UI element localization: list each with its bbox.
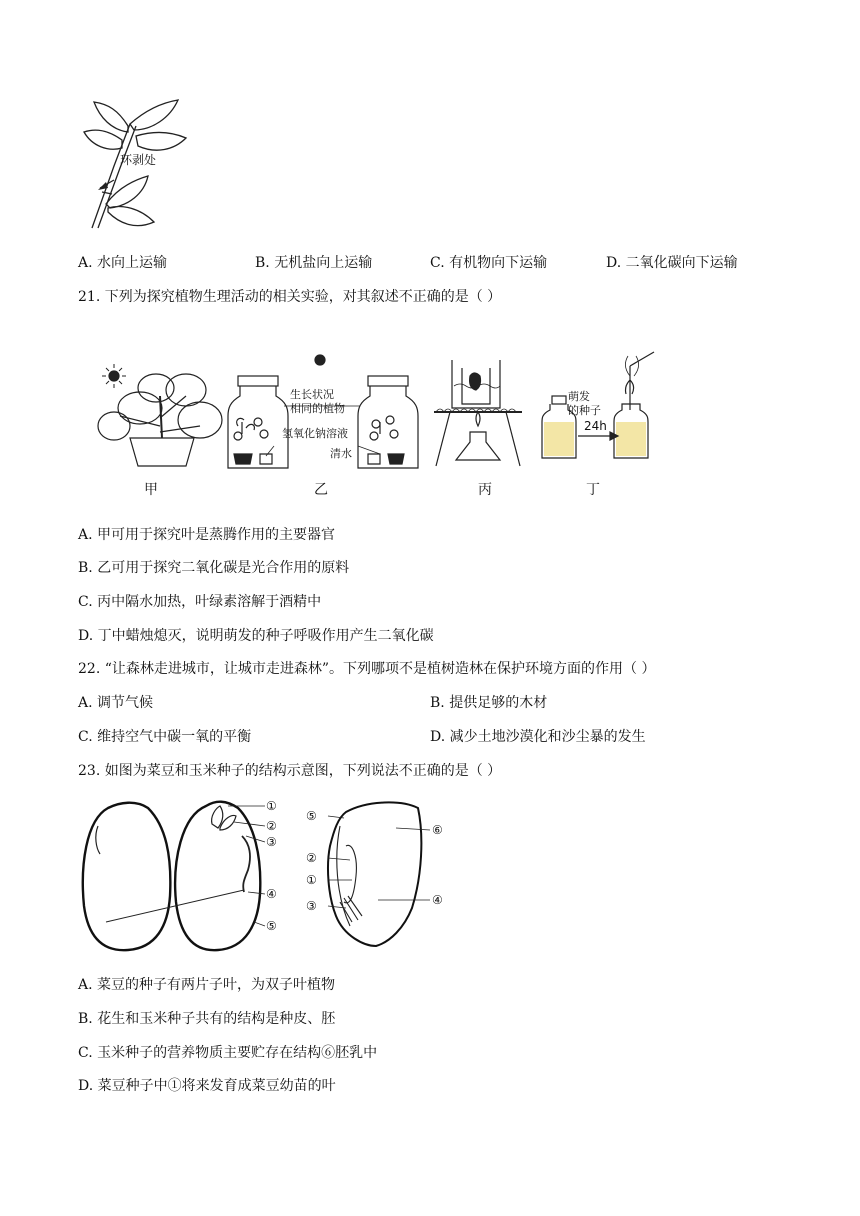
q21-stem: 21. 下列为探究植物生理活动的相关实验，对其叙述不正确的是（ ） — [78, 289, 502, 305]
girdled-branch-figure — [78, 96, 198, 232]
q22-option-a[interactable]: A. 调节气候 — [78, 695, 154, 711]
q22-stem: 22. “让森林走进城市，让城市走进森林”。下列哪项不是植树造林在保护环境方面的作用（ ） — [78, 661, 656, 677]
q21-option-a[interactable]: A. 甲可用于探究叶是蒸腾作用的主要器官 — [78, 527, 336, 543]
q23-option-d[interactable]: D. 菜豆种子中①将来发育成菜豆幼苗的叶 — [78, 1078, 336, 1094]
q23-option-b[interactable]: B. 花生和玉米种子共有的结构是种皮、胚 — [78, 1011, 336, 1027]
girdle-label: 环剥处 — [120, 153, 157, 167]
yi-note-2: 相同的植物 — [290, 402, 345, 415]
corn-label-6: ⑥ — [432, 823, 443, 837]
corn-seed-outline — [328, 802, 421, 946]
q23-option-c[interactable]: C. 玉米种子的营养物质主要贮存在结构⑥胚乳中 — [78, 1045, 378, 1061]
yi-note-1: 生长状况 — [290, 388, 334, 401]
q20-option-a[interactable]: A. 水向上运输 — [78, 255, 168, 271]
q21-option-c[interactable]: C. 丙中隔水加热，叶绿素溶解于酒精中 — [78, 594, 322, 610]
q23-stem: 23. 如图为菜豆和玉米种子的结构示意图，下列说法不正确的是（ ） — [78, 763, 502, 779]
label-yi: 乙 — [314, 482, 328, 498]
q21-option-b[interactable]: B. 乙可用于探究二氧化碳是光合作用的原料 — [78, 560, 350, 576]
q22-option-b[interactable]: B. 提供足够的木材 — [430, 695, 548, 711]
label-ding: 丁 — [586, 482, 600, 498]
seed-structure-figure — [78, 796, 458, 956]
ding-seed-label-2: 的种子 — [568, 404, 601, 417]
experiment-jia — [98, 364, 222, 466]
q20-option-d[interactable]: D. 二氧化碳向下运输 — [606, 255, 738, 271]
bean-label-2: ② — [266, 819, 277, 833]
corn-label-1: ① — [306, 873, 317, 887]
corn-label-4: ④ — [432, 893, 443, 907]
q21-option-d[interactable]: D. 丁中蜡烛熄灭，说明萌发的种子呼吸作用产生二氧化碳 — [78, 628, 434, 644]
q20-option-c[interactable]: C. 有机物向下运输 — [430, 255, 548, 271]
label-bing: 丙 — [478, 482, 492, 498]
ding-time-label: 24h — [584, 419, 607, 433]
plant-experiments-figure — [90, 346, 690, 502]
yi-naoh-label: 氢氧化钠溶液 — [282, 427, 348, 440]
q22-option-d[interactable]: D. 减少土地沙漠化和沙尘暴的发生 — [430, 729, 646, 745]
q23-option-a[interactable]: A. 菜豆的种子有两片子叶，为双子叶植物 — [78, 977, 336, 993]
corn-label-3: ③ — [306, 899, 317, 913]
label-jia: 甲 — [144, 482, 158, 498]
experiment-bing — [434, 360, 522, 466]
bean-label-1: ① — [266, 799, 277, 813]
bean-label-5: ⑤ — [266, 919, 277, 933]
bean-label-4: ④ — [266, 887, 277, 901]
corn-label-2: ② — [306, 851, 317, 865]
bean-seed-outlines — [83, 802, 260, 950]
corn-label-5: ⑤ — [306, 809, 317, 823]
bean-label-3: ③ — [266, 835, 277, 849]
q22-option-c[interactable]: C. 维持空气中碳一氧的平衡 — [78, 729, 252, 745]
ding-seed-label-1: 萌发 — [568, 390, 590, 403]
q20-option-b[interactable]: B. 无机盐向上运输 — [255, 255, 373, 271]
yi-water-label: 清水 — [330, 447, 352, 460]
